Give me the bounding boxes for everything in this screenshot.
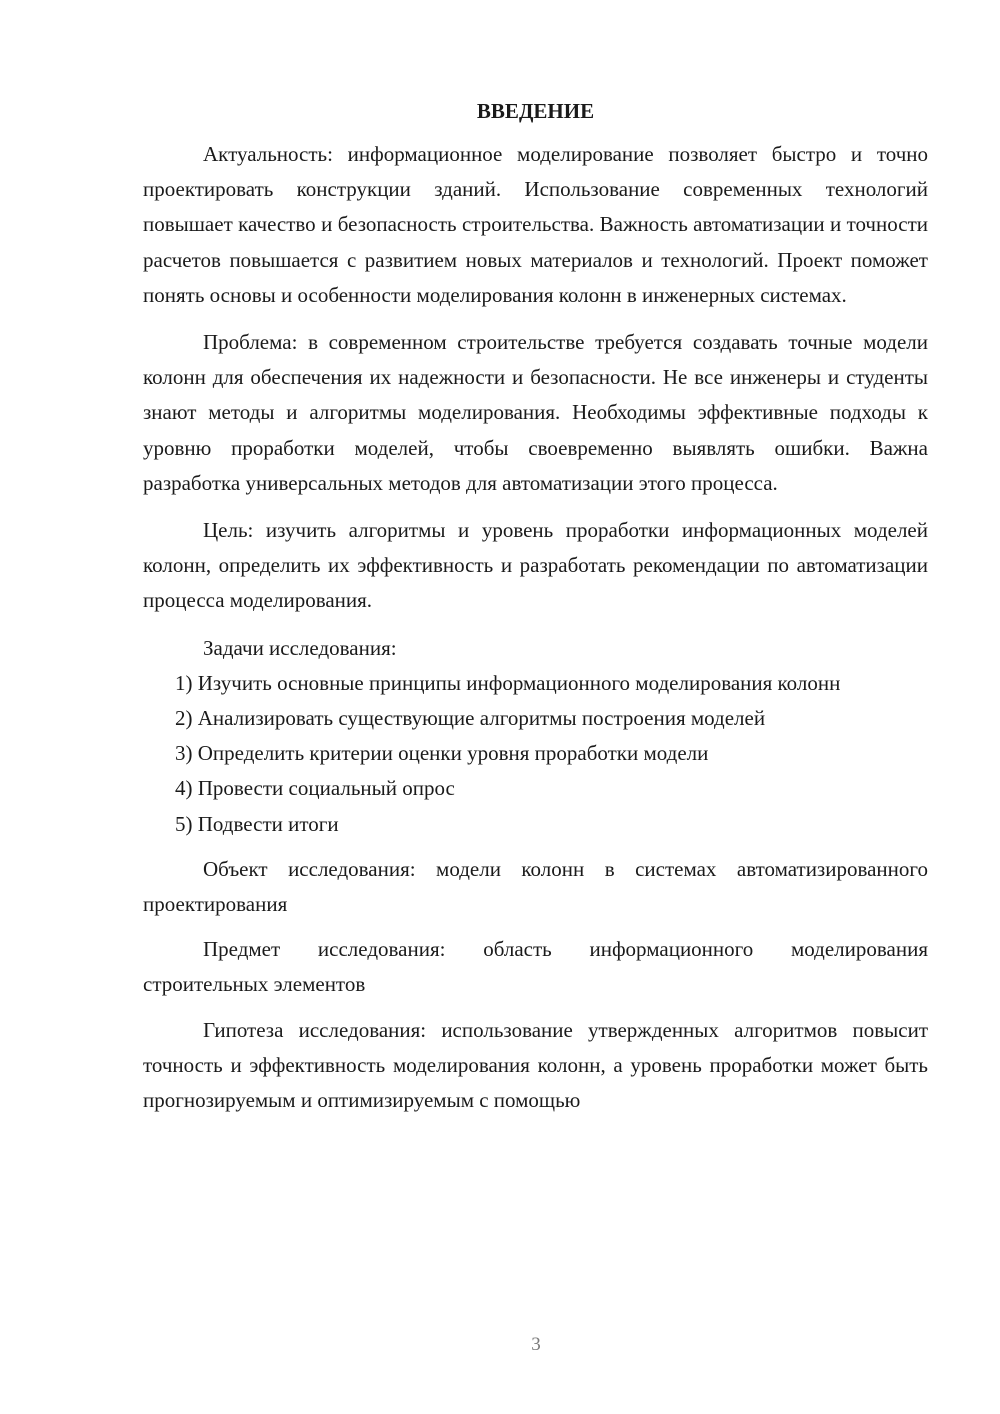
list-item: 5) Подвести итоги — [175, 811, 339, 836]
tasks-list — [143, 666, 928, 842]
paragraph-goal: Цель: изучить алгоритмы и уровень проработки информационных моделей колонн, определить их эффективность и разработать рекомендации по автоматизации процесса моделирования. — [143, 518, 928, 613]
tasks-heading: Задачи исследования: — [203, 635, 397, 660]
paragraph-relevance: Актуальность: информационное моделирование позволяет быстро и точно проектировать конструкции зданий. Использование современных технологий повышает качество и безопасность строительства. Важность автоматизации и точности расчетов повышается с развитием новых материалов и технологий. Проект поможет понять основы и особенности моделирования колонн в инженерных системах. — [143, 142, 928, 307]
list-item: 3) Определить критерии оценки уровня проработки модели — [175, 741, 709, 766]
list-item: 1) Изучить основные принципы информационного моделирования колонн — [175, 670, 841, 695]
paragraph-hypothesis: Гипотеза исследования: использование утвержденных алгоритмов повысит точность и эффективность моделирования колонн, а уровень проработки может быть прогнозируемым и оптимизируемым с помощью — [143, 1017, 928, 1113]
section-heading: ВВЕДЕНИЕ — [476, 99, 595, 123]
document-page — [143, 95, 928, 1118]
paragraph-problem: Проблема: в современном строительстве требуется создавать точные модели колонн для обеспечения их надежности и безопасности. Не все инженеры и студенты знают методы и алгоритмы моделирования. Необходимы эффективные подходы к уровню проработки моделей, чтобы своевременно выявлять ошибки. Важна разработка универсальных методов для автоматизации этого процесса. — [143, 330, 928, 495]
list-item: 2) Анализировать существующие алгоритмы построения моделей — [175, 706, 766, 731]
paragraph-object: Объект исследования: модели колонн в системах автоматизированного проектирования — [143, 856, 928, 917]
page-number: 3 — [531, 1334, 541, 1355]
paragraph-subject: Предмет исследования: область информационного моделирования строительных элементов — [143, 937, 928, 997]
list-item: 4) Провести социальный опрос — [175, 776, 455, 801]
